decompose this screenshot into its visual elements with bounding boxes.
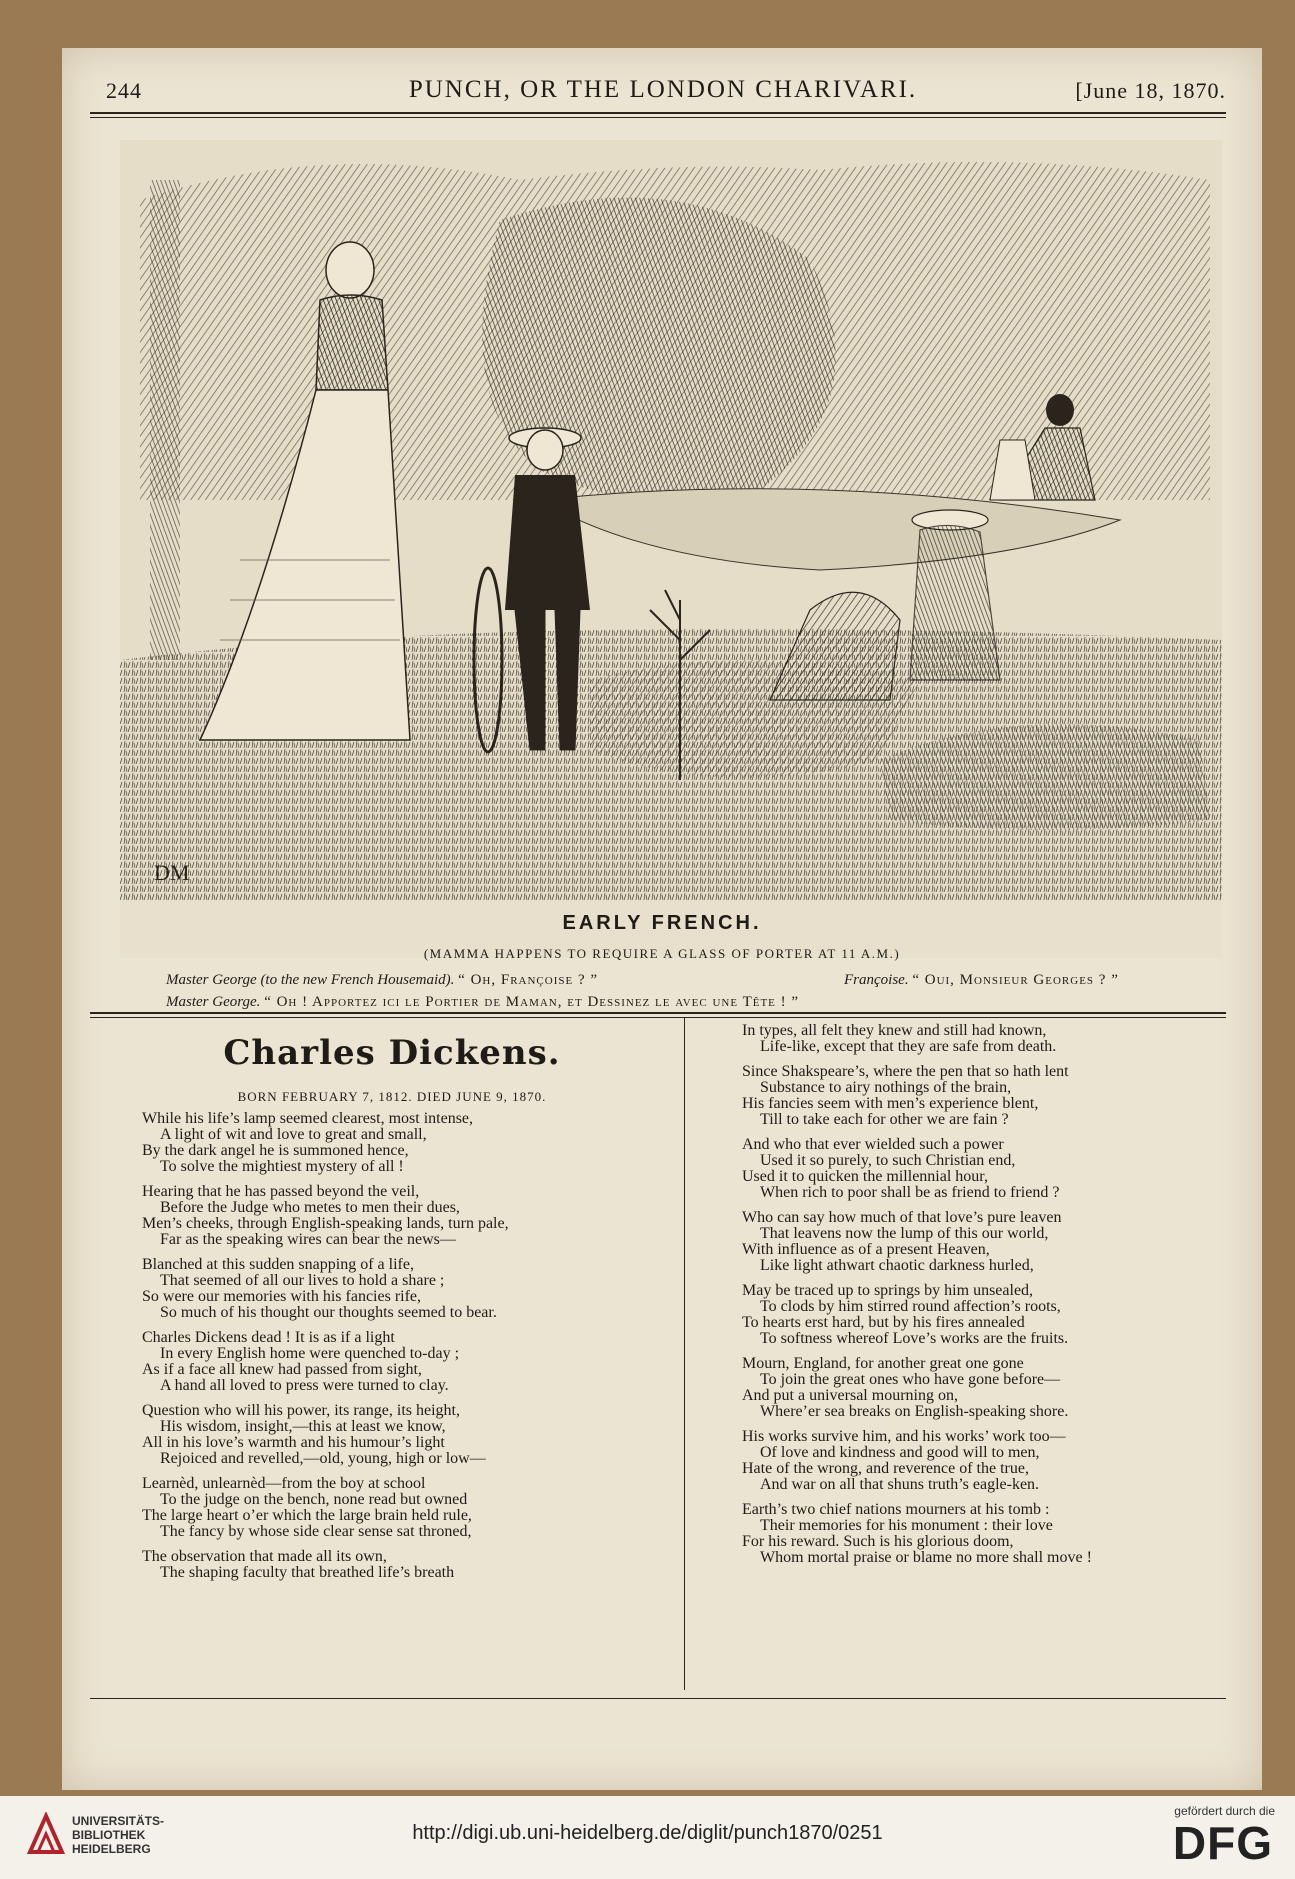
poem-line: So much of his thought our thoughts seemed to bear. — [160, 1304, 497, 1321]
dialogue-line-1-right — [844, 972, 1119, 989]
poem-line: To softness whereof Love’s works are the fruits. — [760, 1330, 1069, 1347]
library-name-line: BIBLIOTHEK — [72, 1828, 146, 1842]
funding-note: gefördert durch die — [1174, 1804, 1275, 1818]
poem-stanza — [742, 1356, 1262, 1420]
dfg-logo: DFG — [1172, 1817, 1273, 1869]
poem-line: Used it to quicken the millennial hour, — [742, 1168, 988, 1185]
poem-line: A hand all loved to press were turned to clay. — [160, 1377, 449, 1394]
poem-line: Learnèd, unlearnèd—from the boy at school — [142, 1475, 426, 1492]
poem-right-column — [742, 1023, 1262, 1575]
poem-line: The observation that made all its own, — [142, 1548, 387, 1565]
poem-stanza — [742, 1283, 1262, 1347]
poem-line: Hate of the wrong, and reverence of the true, — [742, 1460, 1029, 1477]
poem-line: And war on all that shuns truth’s eagle-ken. — [760, 1476, 1040, 1493]
poem-line: Charles Dickens dead ! It is as if a light — [142, 1329, 395, 1346]
left-stanzas — [142, 1111, 702, 1581]
poem-stanza — [742, 1210, 1262, 1274]
poem-line: Life-like, except that they are safe from death. — [760, 1038, 1057, 1055]
poem-line: So were our memories with his fancies rife, — [142, 1288, 422, 1305]
poem-line: A light of wit and love to great and small, — [160, 1126, 427, 1143]
poem-line: The fancy by whose side clear sense sat throned, — [160, 1523, 472, 1540]
poem-line: That leavens now the lump of this our world, — [760, 1225, 1049, 1242]
poem-line: As if a face all knew had passed from sight, — [142, 1361, 422, 1378]
poem-line: Who can say how much of that love’s pure leaven — [742, 1209, 1062, 1226]
speaker-name: Master George — [166, 972, 257, 988]
cartoon-illustration — [120, 140, 1222, 958]
poem-line: And put a universal mourning on, — [742, 1387, 958, 1404]
poem-title: Charles Dickens. — [223, 1033, 561, 1073]
poem-left-column — [142, 1023, 702, 1590]
page-header — [78, 70, 1248, 110]
poem-line: In types, all felt they knew and still had known, — [742, 1022, 1047, 1039]
poem-stanza — [742, 1502, 1262, 1566]
poem-line: And who that ever wielded such a power — [742, 1136, 1004, 1153]
poem-line: May be traced up to springs by him unsealed, — [742, 1282, 1034, 1299]
poem-line: Their memories for his monument : their love — [760, 1517, 1053, 1534]
stage-note: (to the new French Housemaid). — [260, 972, 455, 988]
poem-line: Blanched at this sudden snapping of a life, — [142, 1256, 414, 1273]
speaker-name: Master George. — [166, 994, 261, 1010]
poem-line: Men’s cheeks, through English-speaking lands, turn pale, — [142, 1215, 509, 1232]
column-divider — [684, 1018, 685, 1690]
dialogue-line-1-left — [166, 972, 598, 989]
source-url-link[interactable]: http://digi.ub.uni-heidelberg.de/diglit/punch1870/0251 — [412, 1822, 883, 1844]
poem-line: Whom mortal praise or blame no more shall move ! — [760, 1549, 1092, 1566]
poem-line: Substance to airy nothings of the brain, — [760, 1079, 1012, 1096]
speech-text: “ Oui, Monsieur Georges ? ” — [912, 972, 1119, 988]
house-edge — [150, 180, 180, 660]
bottom-rule — [90, 1698, 1226, 1699]
poem-line: While his life’s lamp seemed clearest, most intense, — [142, 1110, 474, 1127]
poem-stanza — [142, 1549, 702, 1581]
poem-line: To solve the mightiest mystery of all ! — [160, 1158, 404, 1175]
section-rule-thick — [90, 1012, 1226, 1014]
right-stanzas — [742, 1023, 1262, 1566]
dialogue-line-2 — [166, 994, 799, 1011]
poem-stanza — [742, 1023, 1262, 1055]
library-name-line: HEIDELBERG — [72, 1842, 151, 1856]
speech-text: “ Oh ! Apportez ici le Portier de Maman, et Dessinez le avec une Tête ! ” — [264, 994, 800, 1010]
poem-line: Of love and kindness and good will to men, — [760, 1444, 1040, 1461]
poem-line: To the judge on the bench, none read but owned — [160, 1491, 468, 1508]
artist-signature: DM — [154, 860, 190, 885]
header-rule-thin — [90, 117, 1226, 118]
poem-line: Rejoiced and revelled,—old, young, high or low— — [160, 1450, 486, 1467]
poem-line: His wisdom, insight,—this at least we know, — [160, 1418, 446, 1435]
poem-line: To join the great ones who have gone before— — [760, 1371, 1061, 1388]
poem-line: For his reward. Such is his glorious doom, — [742, 1533, 1014, 1550]
poem-line: Since Shakspeare’s, where the pen that so hath lent — [742, 1063, 1069, 1080]
engraving-drawing — [120, 140, 1222, 900]
poem-line: That seemed of all our lives to hold a share ; — [160, 1272, 445, 1289]
poem-stanza — [142, 1184, 702, 1248]
poem-line: The large heart o’er which the large brain held rule, — [142, 1507, 472, 1524]
issue-date: [June 18, 1870. — [1075, 78, 1226, 103]
poem-line: In every English home were quenched to-day ; — [160, 1345, 460, 1362]
poem-line: Before the Judge who metes to men their dues, — [160, 1199, 460, 1216]
poem-stanza — [742, 1137, 1262, 1201]
poem-line: His fancies seem with men’s experience blent, — [742, 1095, 1039, 1112]
poem-line: Question who will his power, its range, its height, — [142, 1402, 460, 1419]
newspaper-page — [62, 48, 1262, 1790]
poem-line: With influence as of a present Heaven, — [742, 1241, 990, 1258]
poem-line: Earth’s two chief nations mourners at his tomb : — [742, 1501, 1050, 1518]
library-name-line: UNIVERSITÄTS- — [72, 1814, 165, 1828]
poem-line: Like light athwart chaotic darkness hurled, — [760, 1257, 1034, 1274]
running-title: PUNCH, OR THE LONDON CHARIVARI. — [408, 76, 918, 103]
poem-line: The shaping faculty that breathed life’s breath — [160, 1564, 455, 1581]
speech-text: “ Oh, Françoise ? ” — [458, 972, 599, 988]
poem-line: Hearing that he has passed beyond the veil, — [142, 1183, 420, 1200]
poem-line: To hearts erst hard, but by his fires annealed — [742, 1314, 1025, 1331]
poem-stanza — [142, 1257, 702, 1321]
poem-line: Mourn, England, for another great one gone — [742, 1355, 1024, 1372]
poem-stanza — [142, 1476, 702, 1540]
poem-stanza — [742, 1064, 1262, 1128]
poem-line: To clods by him stirred round affection’s roots, — [760, 1298, 1061, 1315]
digitization-footer — [0, 1796, 1295, 1879]
poem-dates: BORN FEBRUARY 7, 1812. DIED JUNE 9, 1870. — [237, 1089, 547, 1104]
header-rule-thick — [90, 112, 1226, 114]
poem-stanza — [142, 1403, 702, 1467]
poem-line: Far as the speaking wires can bear the news— — [160, 1231, 456, 1248]
cartoon-title: EARLY FRENCH. — [562, 912, 762, 934]
poem-line: When rich to poor shall be as friend to friend ? — [760, 1184, 1060, 1201]
page-number: 244 — [106, 78, 142, 103]
poem-line: His works survive him, and his works’ work too— — [742, 1428, 1066, 1445]
section-rule-thin — [90, 1017, 1226, 1018]
poem-line: By the dark angel he is summoned hence, — [142, 1142, 409, 1159]
poem-line: All in his love’s warmth and his humour’s light — [142, 1434, 445, 1451]
poem-stanza — [142, 1111, 702, 1175]
poem-line: Used it so purely, to such Christian end, — [760, 1152, 1016, 1169]
poem-line: Where’er sea breaks on English-speaking shore. — [760, 1403, 1069, 1420]
stage-direction: (MAMMA HAPPENS TO REQUIRE A GLASS OF PORTER AT 11 A.M.) — [423, 946, 901, 961]
poem-stanza — [142, 1330, 702, 1394]
poem-line: Till to take each for other we are fain ? — [760, 1111, 1009, 1128]
poem-stanza — [742, 1429, 1262, 1493]
speaker-name: Françoise. — [844, 972, 909, 988]
